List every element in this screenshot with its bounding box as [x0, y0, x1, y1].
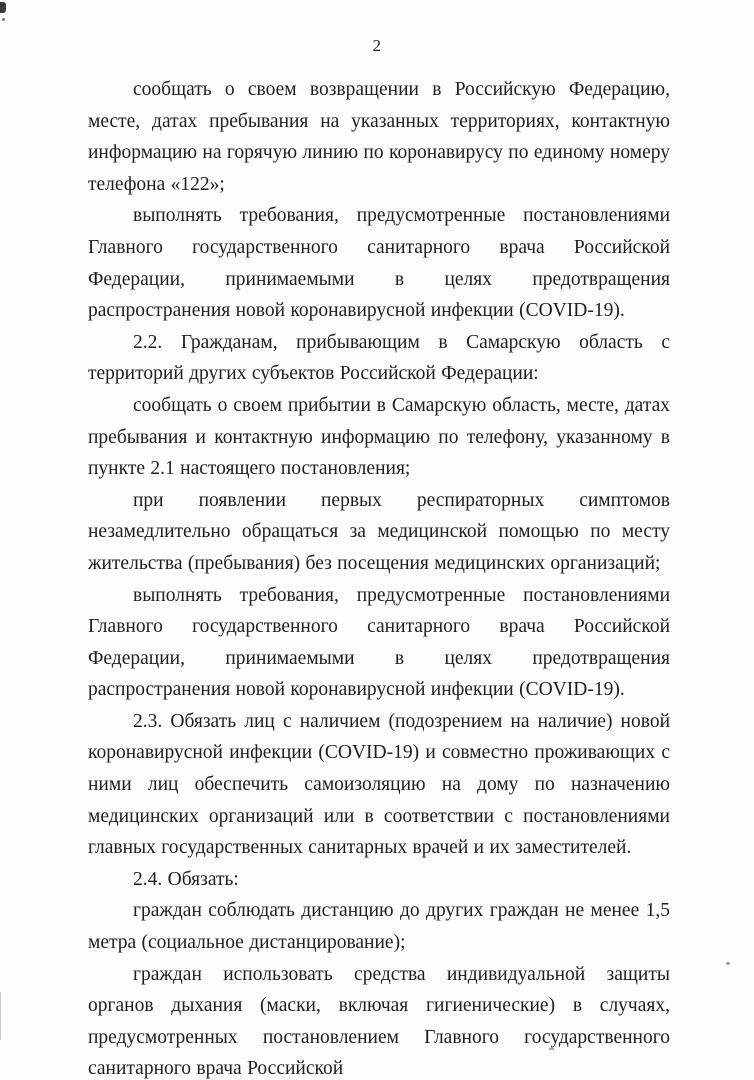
paragraph-arrival-notification: сообщать о своем прибытии в Самарскую область, месте, датах пребывания и контактную информацию по телефону, указанному в пункте 2.1 настоящего постановления; — [88, 394, 670, 480]
paragraph-social-distancing: граждан соблюдать дистанцию до других граждан не менее 1,5 метра (социальное дистанцирование); — [88, 900, 670, 954]
paragraph-masks-requirement: граждан использовать средства индивидуальной защиты органов дыхания (маски, включая гигиенические) в случаях, предусмотренных постановлением Главного государственного санитарного врача Российской — [88, 963, 670, 1080]
document-body — [88, 74, 670, 1080]
paragraph-clause-2-2: 2.2. Гражданам, прибывающим в Самарскую область с территорий других субъектов Российской Федерации: — [88, 331, 670, 385]
paragraph-comply-requirements-1: выполнять требования, предусмотренные постановлениями Главного государственного санитарного врача Российской Федерации, принимаемыми в целях предотвращения распространения новой коронавирусной инфекции (COVID-19). — [88, 205, 670, 322]
scan-artifact — [726, 962, 730, 965]
scan-artifact — [0, 2, 6, 13]
paragraph-comply-requirements-2: выполнять требования, предусмотренные постановлениями Главного государственного санитарного врача Российской Федерации, принимаемыми в целях предотвращения распространения новой коронавирусной инфекции (COVID-19). — [88, 584, 670, 701]
paragraph-clause-2-3: 2.3. Обязать лиц с наличием (подозрением на наличие) новой коронавирусной инфекции (COVID-19) и совместно проживающих с ними лиц обеспечить самоизоляцию на дому по назначению медицинских организаций или в соответствии с постановлениями главных государственных санитарных врачей и их заместителей. — [88, 710, 670, 859]
scan-artifact — [2, 18, 5, 21]
paragraph-clause-2-4: 2.4. Обязать: — [133, 868, 239, 890]
scan-artifact — [0, 992, 1, 1040]
page-number: 2 — [372, 36, 382, 55]
paragraph-return-notification: сообщать о своем возвращении в Российскую Федерацию, месте, датах пребывания на указанных территориях, контактную информацию на горячую линию по коронавирусу по единому номеру телефона «122»; — [88, 79, 670, 195]
scan-artifact — [549, 1048, 554, 1050]
paragraph-respiratory-symptoms: при появлении первых респираторных симптомов незамедлительно обращаться за медицинской помощью по месту жительства (пребывания) без посещения медицинских организаций; — [88, 489, 670, 574]
